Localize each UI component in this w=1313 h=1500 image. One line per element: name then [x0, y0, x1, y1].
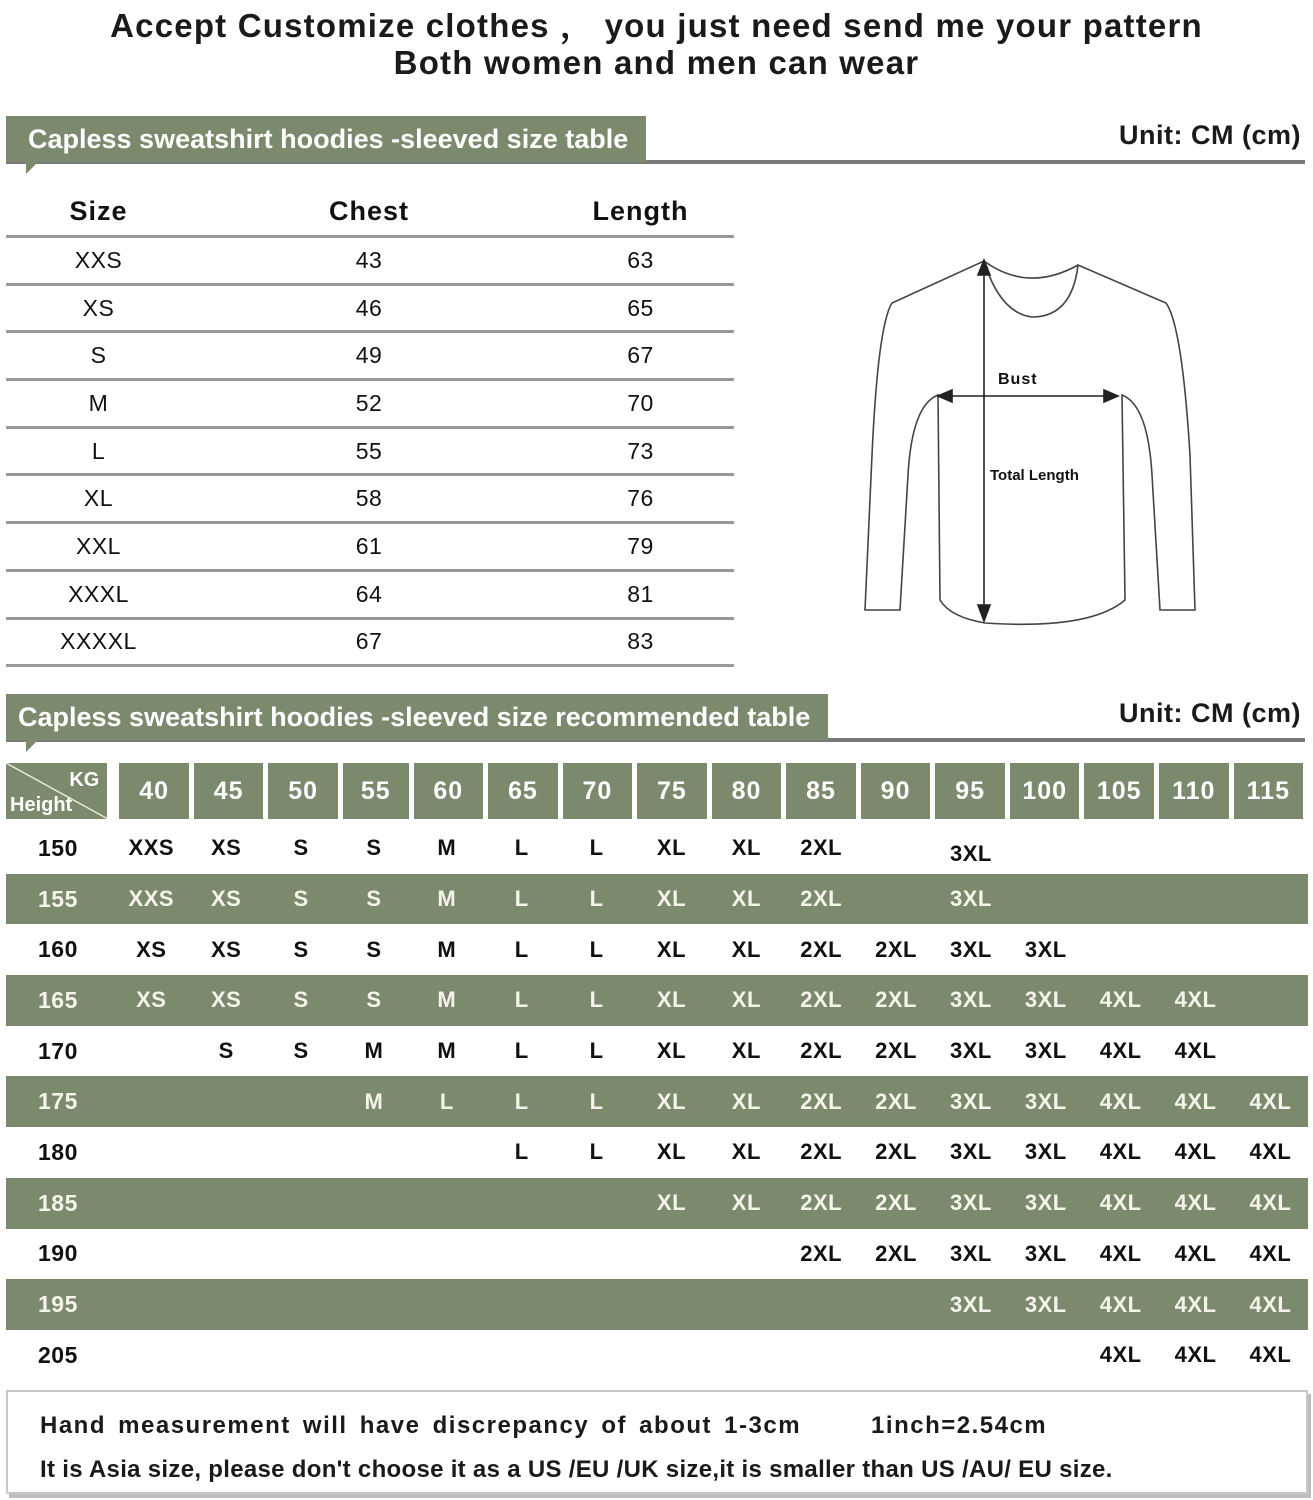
- recommended-table-title: Capless sweatshirt hoodies -sleeved size recommended table: [6, 694, 828, 740]
- size-cell: XS: [82, 294, 115, 321]
- size-recommendation-cell: L: [514, 1038, 529, 1064]
- size-recommendation-cell: 3XL: [950, 1190, 992, 1216]
- size-recommendation-cell: 4XL: [1174, 987, 1217, 1013]
- size-recommendation-cell: 2XL: [800, 1088, 843, 1114]
- size-recommendation-cell: L: [589, 1139, 604, 1165]
- length-cell: 83: [627, 628, 654, 655]
- height-cell: 155: [38, 885, 78, 912]
- size-recommendation-cell: 3XL: [1024, 1088, 1067, 1114]
- weight-header-cell: 65: [488, 763, 558, 819]
- size-recommendation-cell: M: [437, 936, 457, 962]
- sweatshirt-outline-icon: [860, 255, 1205, 630]
- chest-cell: 58: [355, 485, 383, 512]
- size-table-body: [6, 238, 734, 667]
- size-recommendation-cell: 3XL: [1024, 1190, 1067, 1216]
- weight-header-cell: 80: [712, 763, 782, 819]
- weight-header-cell: 55: [343, 763, 409, 819]
- size-cell: L: [91, 437, 106, 464]
- size-recommendation-cell: 3XL: [950, 841, 992, 867]
- recommended-row: [6, 1229, 1308, 1280]
- height-label: Height: [10, 794, 73, 816]
- height-cell: 195: [38, 1291, 78, 1318]
- size-recommendation-cell: L: [514, 936, 529, 962]
- size-recommendation-cell: 3XL: [1024, 1291, 1067, 1317]
- headline-unisex: Both women and men can wear: [393, 44, 920, 81]
- chest-cell: 52: [355, 389, 383, 416]
- note-discrepancy: [40, 1412, 1047, 1440]
- size-recommendation-cell: L: [589, 886, 604, 912]
- weight-header-cell: 50: [268, 763, 338, 819]
- chest-cell: 55: [355, 437, 383, 464]
- chest-cell: 64: [355, 580, 383, 607]
- weight-header-cell: 45: [194, 763, 264, 819]
- size-recommendation-cell: XL: [731, 1139, 761, 1165]
- height-cell: 150: [38, 834, 78, 861]
- size-recommendation-cell: L: [439, 1088, 454, 1114]
- column-size: Size: [69, 196, 128, 226]
- size-cell: XXS: [74, 246, 123, 273]
- size-recommendation-cell: XS: [211, 936, 242, 962]
- size-recommendation-cell: 4XL: [1174, 1038, 1217, 1064]
- bust-label: Bust: [998, 371, 1038, 388]
- size-recommendation-cell: 2XL: [800, 835, 843, 861]
- size-recommendation-cell: 2XL: [875, 1038, 917, 1064]
- size-recommendation-cell: S: [293, 835, 309, 861]
- size-table: [6, 188, 734, 667]
- size-recommendation-cell: S: [366, 987, 382, 1013]
- size-cell: S: [90, 342, 107, 369]
- height-cell: 170: [38, 1037, 78, 1064]
- recommended-size-grid: [6, 763, 1308, 1368]
- size-recommendation-cell: 2XL: [800, 936, 843, 962]
- recommended-row: [6, 1076, 1308, 1127]
- size-row: [6, 333, 734, 381]
- size-cell: XXL: [76, 532, 121, 559]
- chest-cell: 49: [355, 342, 383, 369]
- recommended-row: [6, 823, 1308, 874]
- size-recommendation-cell: M: [364, 1088, 384, 1114]
- kg-label: KG: [69, 769, 100, 791]
- size-recommendation-cell: 4XL: [1099, 1139, 1142, 1165]
- size-recommendation-cell: 4XL: [1249, 1088, 1292, 1114]
- size-recommendation-cell: XXS: [128, 886, 175, 912]
- height-cell: 175: [38, 1088, 78, 1115]
- weight-header-cell: 40: [119, 763, 189, 819]
- size-recommendation-cell: XL: [656, 1139, 687, 1165]
- size-recommendation-cell: L: [514, 886, 529, 912]
- size-cell: XXXL: [68, 580, 129, 607]
- height-cell: 165: [38, 986, 78, 1013]
- size-recommendation-cell: XL: [656, 835, 687, 861]
- height-cell: 185: [38, 1189, 78, 1216]
- size-recommendation-cell: 4XL: [1099, 1291, 1142, 1317]
- size-recommendation-cell: XL: [656, 1038, 687, 1064]
- size-recommendation-cell: 3XL: [950, 936, 992, 962]
- length-cell: 73: [627, 437, 654, 464]
- size-recommendation-cell: 3XL: [950, 1291, 992, 1317]
- size-recommendation-cell: XL: [731, 1038, 761, 1064]
- size-recommendation-cell: 3XL: [1024, 936, 1067, 962]
- length-cell: 81: [627, 580, 654, 607]
- size-recommendation-cell: 2XL: [800, 886, 843, 912]
- recommended-row: [6, 1330, 1308, 1381]
- size-recommendation-cell: M: [437, 886, 457, 912]
- size-recommendation-cell: 2XL: [800, 1240, 843, 1266]
- size-row: [6, 429, 734, 477]
- size-recommendation-cell: L: [589, 1038, 604, 1064]
- size-recommendation-cell: L: [514, 1088, 529, 1114]
- garment-diagram: [860, 255, 1205, 630]
- size-recommendation-cell: 4XL: [1174, 1088, 1217, 1114]
- weight-header-cell: 95: [935, 763, 1005, 819]
- size-recommendation-cell: XL: [656, 936, 687, 962]
- column-chest: Chest: [328, 196, 409, 226]
- size-recommendation-cell: 3XL: [950, 1088, 992, 1114]
- size-recommendation-cell: XL: [731, 987, 761, 1013]
- size-recommendation-cell: M: [437, 987, 457, 1013]
- size-row: [6, 286, 734, 334]
- size-recommendation-cell: 2XL: [875, 1088, 917, 1114]
- size-row: [6, 524, 734, 572]
- size-recommendation-cell: XL: [731, 1190, 761, 1216]
- weight-header-cell: 90: [861, 763, 931, 819]
- size-recommendation-cell: 4XL: [1249, 1139, 1292, 1165]
- weight-header-cell: 110: [1159, 763, 1229, 819]
- size-recommendation-cell: 3XL: [950, 1139, 992, 1165]
- headline-customize: Accept Customize clothes ， you just need send me your pattern: [110, 7, 1203, 44]
- weight-header-cell: 70: [563, 763, 633, 819]
- size-recommendation-cell: L: [514, 835, 529, 861]
- recommended-row: [6, 1279, 1308, 1330]
- note-asia-size: It is Asia size, please don't choose it as a US /EU /UK size,it is smaller than US /AU/ EU size.: [40, 1456, 1113, 1483]
- size-recommendation-cell: 2XL: [800, 1190, 843, 1216]
- size-recommendation-cell: 3XL: [1024, 1139, 1067, 1165]
- size-recommendation-cell: L: [589, 835, 604, 861]
- size-recommendation-cell: XS: [136, 936, 167, 962]
- size-recommendation-cell: 3XL: [950, 1038, 992, 1064]
- recommended-rows: [6, 823, 1308, 1381]
- size-recommendation-cell: 2XL: [875, 1139, 917, 1165]
- size-recommendation-cell: XS: [211, 987, 242, 1013]
- size-row: [6, 572, 734, 620]
- size-recommendation-cell: S: [293, 936, 309, 962]
- recommended-row: [6, 924, 1308, 975]
- chest-cell: 46: [355, 294, 383, 321]
- size-recommendation-cell: XL: [656, 987, 687, 1013]
- size-recommendation-cell: L: [589, 987, 604, 1013]
- size-recommendation-cell: 2XL: [875, 987, 917, 1013]
- size-recommendation-cell: 3XL: [1024, 987, 1067, 1013]
- size-recommendation-cell: 4XL: [1174, 1139, 1217, 1165]
- size-recommendation-cell: 4XL: [1174, 1190, 1217, 1216]
- chest-cell: 43: [355, 246, 383, 273]
- size-recommendation-cell: 4XL: [1249, 1190, 1292, 1216]
- size-recommendation-cell: XL: [731, 886, 761, 912]
- weight-header-row: [6, 763, 1308, 819]
- size-recommendation-cell: 2XL: [875, 1240, 917, 1266]
- size-recommendation-cell: S: [293, 987, 309, 1013]
- size-recommendation-cell: 4XL: [1174, 1291, 1217, 1317]
- size-recommendation-cell: M: [437, 835, 457, 861]
- size-recommendation-cell: 4XL: [1099, 1190, 1142, 1216]
- length-cell: 70: [627, 389, 654, 416]
- recommended-row: [6, 874, 1308, 925]
- size-recommendation-cell: 3XL: [950, 987, 992, 1013]
- inch-conversion: 1inch=2.54cm: [871, 1412, 1048, 1439]
- discrepancy-text: Hand measurement will have discrepancy of about 1-3cm: [40, 1412, 802, 1439]
- size-recommendation-cell: S: [293, 1038, 309, 1064]
- weight-header-cell: 85: [786, 763, 856, 819]
- size-recommendation-cell: S: [366, 835, 382, 861]
- size-recommendation-cell: XL: [656, 1088, 687, 1114]
- size-recommendation-cell: 3XL: [950, 886, 992, 912]
- size-recommendation-cell: 4XL: [1174, 1240, 1217, 1266]
- size-recommendation-cell: 2XL: [875, 936, 917, 962]
- size-recommendation-cell: XL: [731, 936, 761, 962]
- weight-header-cell: 105: [1084, 763, 1154, 819]
- size-recommendation-cell: XL: [656, 1190, 687, 1216]
- size-recommendation-cell: XXS: [128, 835, 175, 861]
- size-table-unit: Unit: CM (cm): [1119, 120, 1301, 150]
- chest-cell: 67: [355, 628, 383, 655]
- size-recommendation-cell: M: [437, 1038, 457, 1064]
- size-recommendation-cell: XS: [136, 987, 167, 1013]
- height-cell: 180: [38, 1138, 78, 1165]
- size-table-header: [6, 116, 1305, 164]
- length-cell: 76: [627, 485, 654, 512]
- kg-height-corner: [6, 763, 107, 819]
- size-recommendation-cell: 2XL: [800, 1038, 843, 1064]
- size-recommendation-cell: M: [364, 1038, 384, 1064]
- size-recommendation-cell: 3XL: [950, 1240, 992, 1266]
- size-recommendation-cell: L: [514, 987, 529, 1013]
- total-length-label: Total Length: [990, 467, 1079, 484]
- size-recommendation-cell: XL: [731, 1088, 761, 1114]
- recommended-table-header: [6, 694, 1305, 742]
- size-recommendation-cell: 4XL: [1174, 1342, 1217, 1368]
- recommended-row: [6, 975, 1308, 1026]
- size-cell: XL: [83, 485, 114, 512]
- size-row: [6, 381, 734, 429]
- weight-header-cell: 100: [1010, 763, 1080, 819]
- size-table-columns: [6, 188, 734, 238]
- size-recommendation-cell: 4XL: [1099, 1342, 1142, 1368]
- chest-cell: 61: [355, 532, 383, 559]
- size-row: [6, 238, 734, 286]
- size-recommendation-cell: 4XL: [1249, 1291, 1292, 1317]
- size-recommendation-cell: XL: [731, 835, 761, 861]
- size-recommendation-cell: 2XL: [875, 1190, 917, 1216]
- recommended-table-unit: Unit: CM (cm): [1119, 698, 1301, 728]
- length-cell: 65: [627, 294, 654, 321]
- height-cell: 160: [38, 936, 78, 963]
- size-recommendation-cell: L: [589, 1088, 604, 1114]
- size-recommendation-cell: 4XL: [1099, 987, 1142, 1013]
- size-cell: M: [88, 389, 109, 416]
- size-recommendation-cell: L: [514, 1139, 529, 1165]
- recommended-row: [6, 1178, 1308, 1229]
- size-recommendation-cell: 4XL: [1099, 1240, 1142, 1266]
- column-length: Length: [592, 196, 689, 226]
- size-table-title: Capless sweatshirt hoodies -sleeved size table: [6, 116, 646, 162]
- size-recommendation-cell: S: [366, 886, 382, 912]
- size-recommendation-cell: 2XL: [800, 987, 843, 1013]
- length-cell: 67: [627, 342, 654, 369]
- size-row: [6, 476, 734, 524]
- length-cell: 79: [627, 532, 654, 559]
- length-cell: 63: [627, 246, 654, 273]
- size-recommendation-cell: XS: [211, 835, 242, 861]
- weight-header-cell: 60: [414, 763, 484, 819]
- size-recommendation-cell: 2XL: [800, 1139, 843, 1165]
- height-cell: 205: [38, 1341, 78, 1368]
- measurement-notes: [6, 1390, 1308, 1494]
- size-row: [6, 620, 734, 668]
- size-recommendation-cell: XL: [656, 886, 687, 912]
- size-recommendation-cell: 4XL: [1249, 1240, 1292, 1266]
- height-cell: 190: [38, 1240, 78, 1267]
- size-recommendation-cell: 4XL: [1099, 1038, 1142, 1064]
- size-recommendation-cell: S: [293, 886, 309, 912]
- size-recommendation-cell: L: [589, 936, 604, 962]
- size-recommendation-cell: 4XL: [1249, 1342, 1292, 1368]
- size-cell: XXXXL: [60, 628, 137, 655]
- size-recommendation-cell: 3XL: [1024, 1240, 1067, 1266]
- weight-header-cell: 115: [1234, 763, 1304, 819]
- size-recommendation-cell: S: [218, 1038, 234, 1064]
- size-recommendation-cell: 4XL: [1099, 1088, 1142, 1114]
- size-recommendation-cell: XS: [211, 886, 242, 912]
- recommended-row: [6, 1026, 1308, 1077]
- size-recommendation-cell: S: [366, 936, 382, 962]
- weight-header-cell: 75: [637, 763, 707, 819]
- size-recommendation-cell: 3XL: [1024, 1038, 1067, 1064]
- recommended-row: [6, 1127, 1308, 1178]
